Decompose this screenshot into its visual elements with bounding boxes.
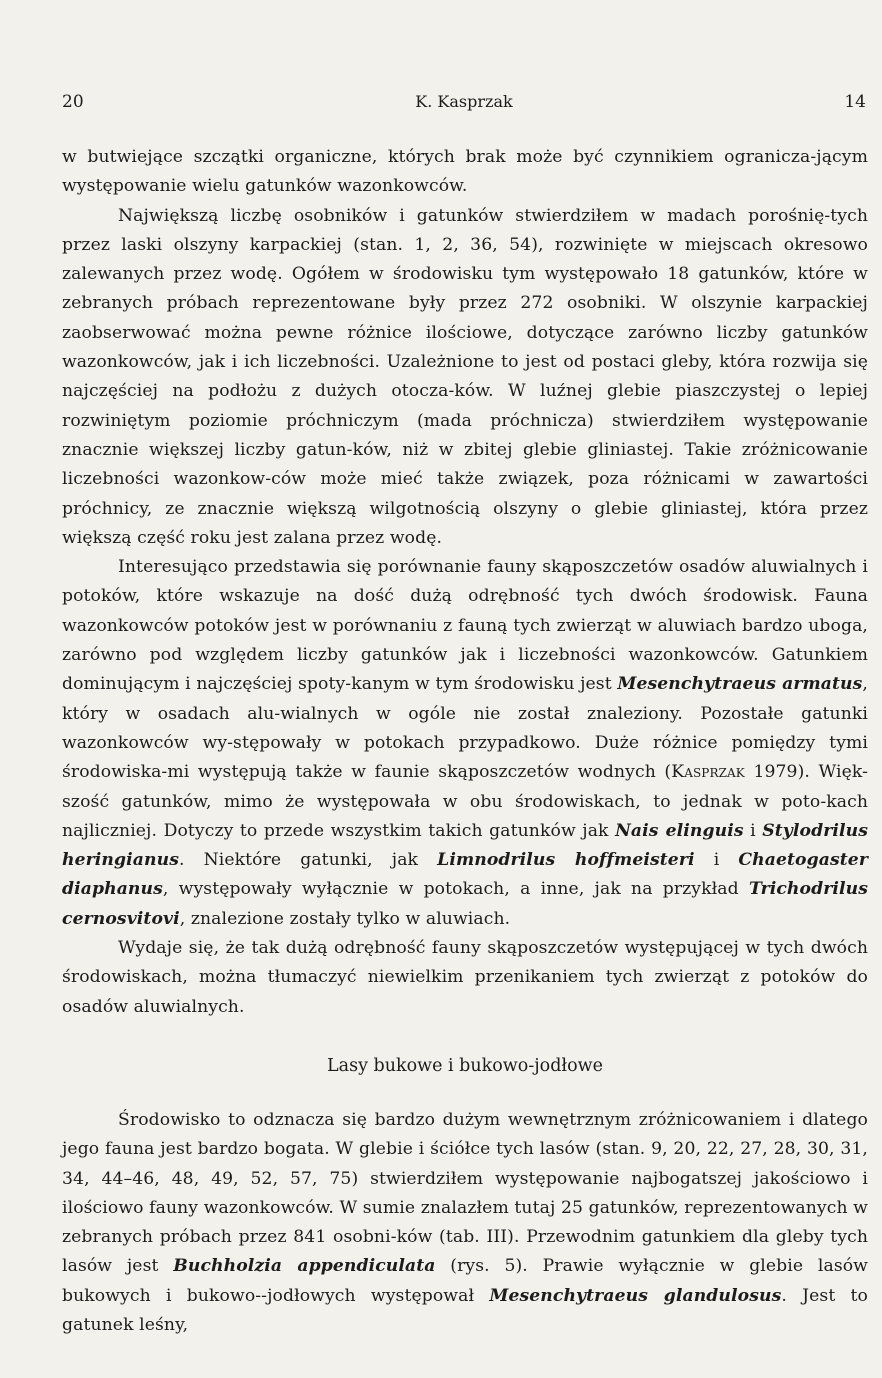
citation-year: 1979 <box>744 762 798 783</box>
running-title: K. Kasprzak <box>415 92 513 111</box>
paragraph-3 <box>62 553 868 934</box>
page-number-right: 14 <box>844 92 866 112</box>
species-name: Chaetogaster diaphanus <box>62 850 868 900</box>
species-name: Nais elinguis <box>615 820 744 841</box>
species-name: Trichodrilus cernosvitovi <box>62 879 868 929</box>
page-header <box>62 92 866 120</box>
paragraph-3-text-2: , który w osadach alu-wialnych w ogóle nie został znaleziony. Pozostałe gatunki wazonkowców wy-stępowały w potokach przypadkowo. Duże różnice pomiędzy tymi środowiska-mi występują także w faunie skąposzczetów wodnych ( <box>62 674 868 783</box>
paragraph-3-text-3: ). Więk-szość gatunków, mimo że występowała w obu środowiskach, to jednak w poto-kach najliczniej. Dotyczy to przede wszystkim takich gatunków jak <box>62 762 868 841</box>
page-body <box>62 143 868 1340</box>
species-name: Limnodrilus hoffmeisteri <box>437 850 695 871</box>
paragraph-4: Wydaje się, że tak dużą odrębność fauny skąposzczetów występującej w tych dwóch środowiskach, można tłumaczyć niewielkim przenikaniem tych zwierząt z potoków do osadów aluwialnych. <box>62 938 868 1017</box>
page-number-left: 20 <box>62 92 84 112</box>
section-heading: Lasy bukowe i bukowo-jodłowe <box>327 1055 603 1076</box>
paragraph-1: w butwiejące szczątki organiczne, których brak może być czynnikiem ogranicza-jącym występowanie wielu gatunków wazonkowców. <box>62 147 868 197</box>
species-name: Mesenchytraeus glandulosus <box>489 1285 782 1306</box>
species-name: Mesenchytraeus armatus <box>617 674 863 695</box>
species-name: Buchholzia appendiculata <box>173 1256 436 1277</box>
paragraph-5-text-3: . Jest to gatunek leśny, <box>62 1285 868 1335</box>
paragraph-2: Największą liczbę osobników i gatunków stwierdziłem w madach porośnię-tych przez laski olszyny karpackiej (stan. 1, 2, 36, 54), rozwinięte w miejscach okresowo zalewanych przez wodę. Ogółem w środowisku tym występowało 18 gatunków, które w zebranych próbach reprezentowane były przez 272 osobniki. W olszynie karpackiej zaobserwować można pewne różnice ilościowe, dotyczące zarówno liczby gatunków wazonkowców, jak i ich liczebności. Uzależnione to jest od postaci gleby, która rozwija się najczęściej na podłożu z dużych otocza-ków. W luźnej glebie piaszczystej o lepiej rozwiniętym poziomie próchniczym (mada próchnicza) stwierdziłem występowanie znacznie większej liczby gatun-ków, niż w zbitej glebie gliniastej. Takie zróżnicowanie liczebności wazonkow-ców może mieć także związek, poza różnicami w zawartości próchnicy, ze znacznie większą wilgotnością olszyny o glebie gliniastej, która przez większą część roku jest zalana przez wodę. <box>62 205 868 548</box>
paragraph-3-text-7: , występowały wyłącznie w potokach, a inne, jak na przykład <box>162 879 749 900</box>
citation-author: Kasprzak <box>671 762 745 783</box>
paragraph-3-text-1: Interesująco przedstawia się porównanie fauny skąposzczetów osadów aluwialnych i potoków, które wskazuje na dość dużą odrębność tych dwóch środowisk. Fauna wazonkowców potoków jest w porównaniu z fauną tych zwierząt w aluwiach bardzo uboga, zarówno pod względem liczby gatunków jak i liczebności wazonkowców. Gatunkiem dominującym i najczęściej spoty-kanym w tym środowisku jest <box>62 557 868 695</box>
paragraph-5-text-2: (rys. 5). Prawie wyłącznie w glebie lasów bukowych i bukowo--jodłowych występował <box>62 1256 868 1306</box>
paragraph-5 <box>62 1106 868 1340</box>
species-name: Stylodrilus heringianus <box>62 820 868 871</box>
paragraph-3-text-5: . Niektóre gatunki, jak <box>178 850 438 871</box>
paragraph-3-text-8: , znalezione zostały tylko w aluwiach. <box>179 908 511 929</box>
paragraph-5-text-1: Środowisko to odznacza się bardzo dużym wewnętrznym zróżnicowaniem i dlatego jego fauna jest bardzo bogata. W glebie i ściółce tych lasów (stan. 9, 20, 22, 27, 28, 30, 31, 34, 44–46, 48, 49, 52, 57, 75) stwierdziłem występowanie najbogatszej jakościowo i ilościowo fauny wazonkowców. W sumie znalazłem tutaj 25 gatunków, reprezentowanych w zebranych próbach przez 841 osobni-ków (tab. III). Przewodnim gatunkiem dla gleby tych lasów jest <box>62 1109 868 1277</box>
paragraph-3-text-4: i <box>743 820 763 841</box>
paragraph-3-text-6: i <box>694 850 739 871</box>
